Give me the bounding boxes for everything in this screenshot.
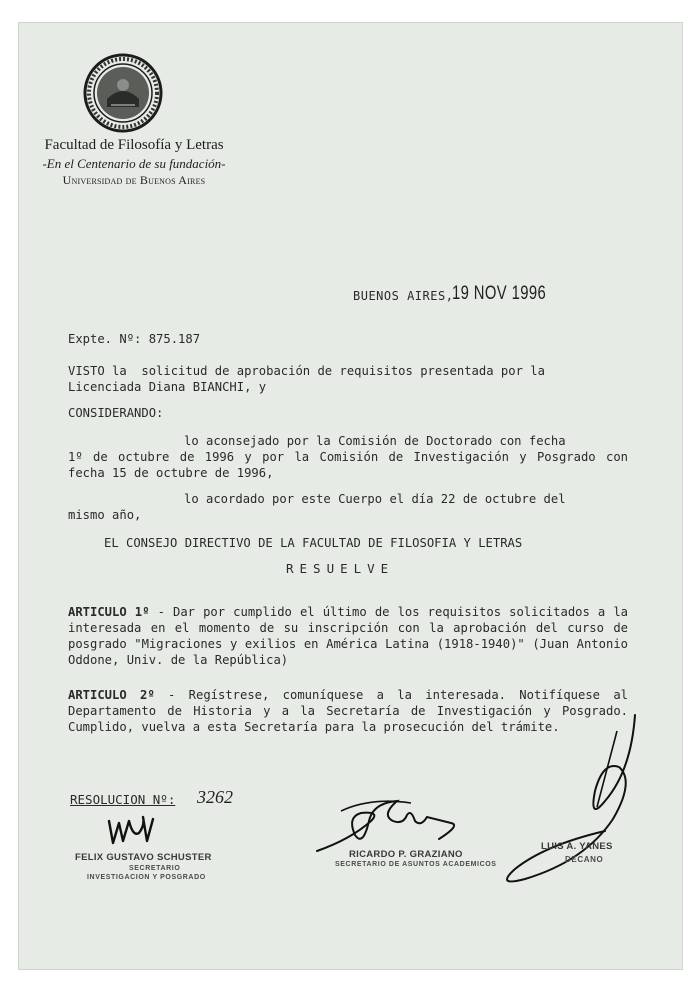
- signature-yanes: [485, 711, 645, 891]
- considerando-p2-line1: lo acordado por este Cuerpo el día 22 de octubre del: [184, 492, 566, 506]
- article-1-label: ARTICULO 1º: [68, 605, 150, 619]
- document-page: [18, 22, 683, 970]
- signatory-1-name: FELIX GUSTAVO SCHUSTER: [75, 852, 212, 863]
- considerando-p1-line1: lo aconsejado por la Comisión de Doctorado con fecha: [184, 434, 566, 448]
- university-name: Universidad de Buenos Aires: [62, 173, 206, 187]
- signatory-2-name: RICARDO P. GRAZIANO: [349, 849, 463, 860]
- centenary-motto: -En el Centenario de su fundación-: [42, 156, 226, 171]
- date-place: BUENOS AIRES,: [353, 289, 454, 303]
- article-2-label: ARTICULO 2º: [68, 688, 155, 702]
- article-2-text: - Regístrese, comuníquese a la interesada. Notifíquese al Departamento de Historia y a la Secretaría de Investigación y Posgrado. Cumplido, vuelva a esta Secretaría para la prosecución del trámite.: [68, 688, 628, 734]
- considerando-p2-rest: mismo año,: [68, 508, 142, 522]
- considerando-heading: CONSIDERANDO:: [68, 406, 164, 420]
- visto-line-2: Licenciada Diana BIANCHI, y: [68, 380, 267, 394]
- resolution-label: RESOLUCION Nº:: [70, 792, 176, 807]
- university-seal: [83, 53, 163, 133]
- article-1: [68, 604, 628, 668]
- file-reference: Expte. Nº: 875.187: [68, 332, 201, 346]
- signatory-3-title: DECANO: [565, 855, 604, 864]
- date-stamp: 19 NOV 1996: [452, 283, 547, 304]
- signatory-1-title: SECRETARIO: [129, 865, 181, 872]
- signatory-3-name: LUIS A. YANES: [541, 841, 613, 852]
- article-1-text: - Dar por cumplido el último de los requisitos solicitados a la interesada en el momento de su inscripción con la aprobación del curso de posgrado "Migraciones y exilios en América Latina (1918-1940)" (Juan Antonio Oddone, Univ. de la República): [68, 605, 629, 667]
- faculty-name: Facultad de Filosofía y Letras: [44, 137, 224, 153]
- letterhead: [19, 136, 249, 189]
- signature-schuster: [103, 807, 163, 849]
- signatory-2-title: SECRETARIO DE ASUNTOS ACADEMICOS: [335, 861, 497, 868]
- resuelve-heading: RESUELVE: [286, 561, 395, 576]
- resolution-number: 3262: [197, 787, 233, 807]
- considerando-p1-rest: 1º de octubre de 1996 y por la Comisión de Investigación y Posgrado con fecha 15 de octubre de 1996,: [68, 450, 628, 480]
- council-heading: EL CONSEJO DIRECTIVO DE LA FACULTAD DE FILOSOFIA Y LETRAS: [104, 536, 523, 550]
- visto-line-1: VISTO la solicitud de aprobación de requisitos presentada por la: [68, 364, 545, 378]
- signatory-1-title-2: INVESTIGACION Y POSGRADO: [87, 874, 206, 881]
